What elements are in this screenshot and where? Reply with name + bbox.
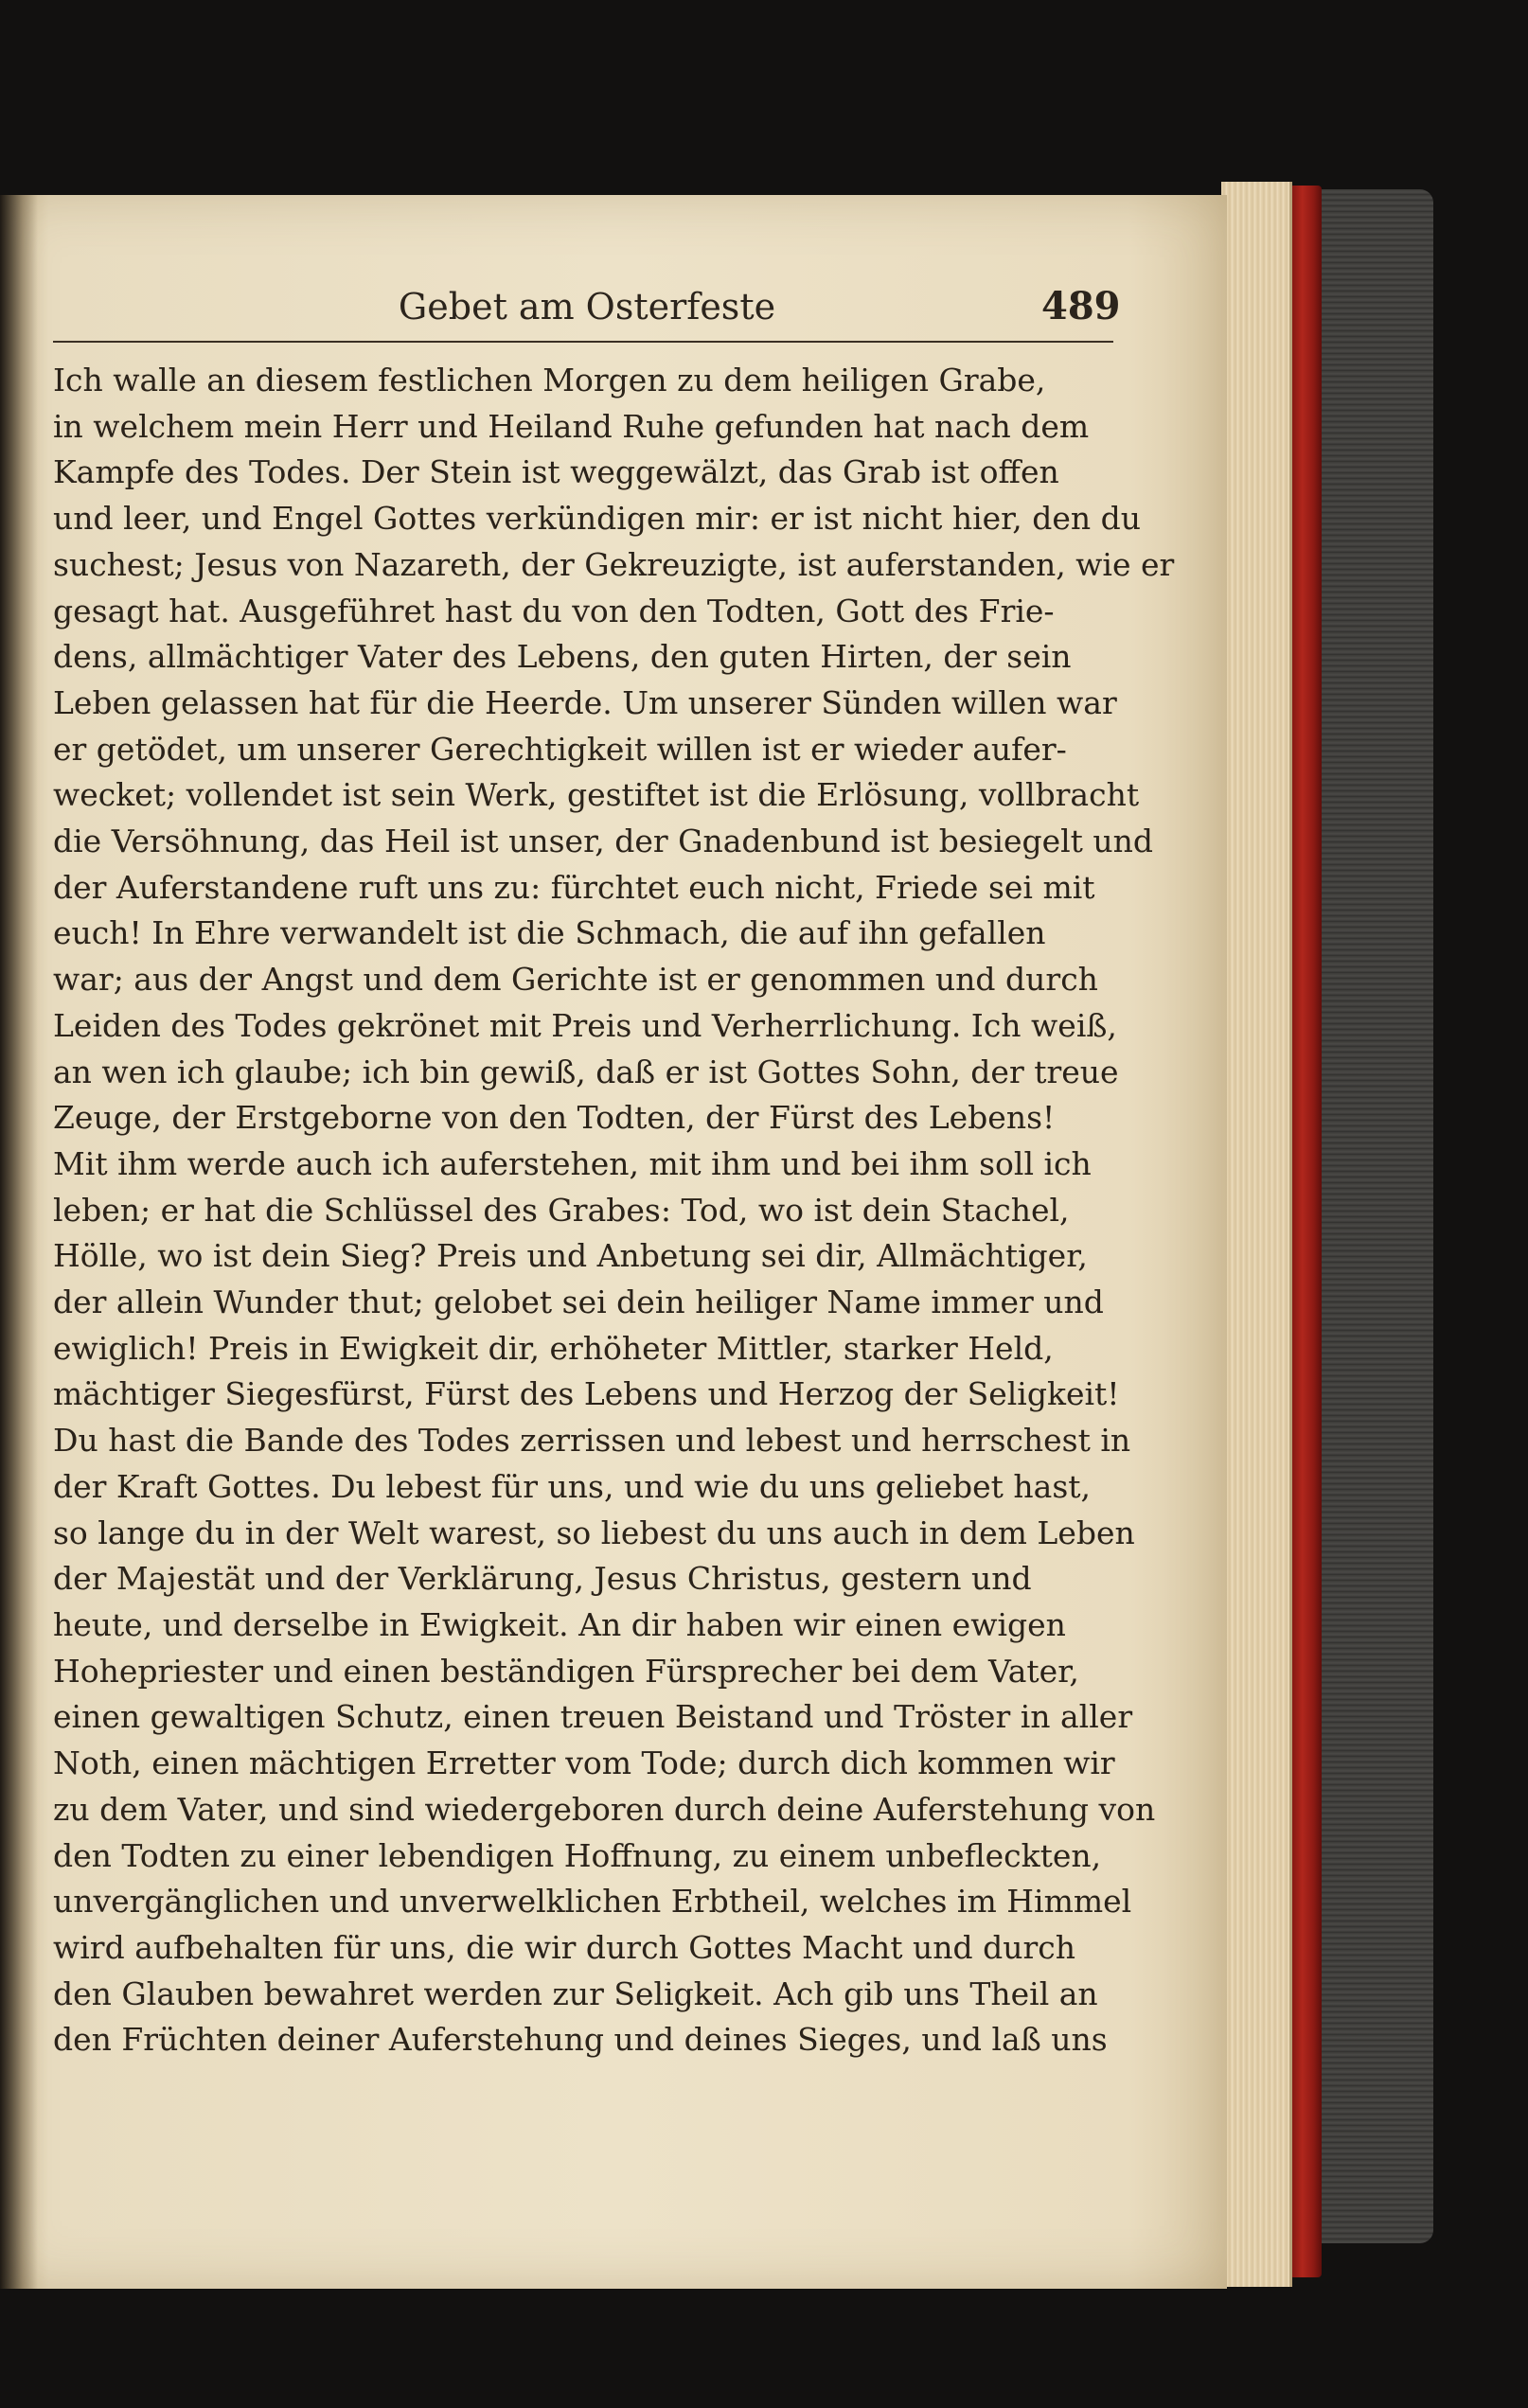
text-line: leben; er hat die Schlüssel des Grabes: Tod, wo ist dein Stachel, xyxy=(53,1191,1070,1229)
text-line: unvergänglichen und unverwelklichen Erbtheil, welches im Himmel xyxy=(53,1883,1132,1921)
text-line: der Kraft Gottes. Du lebest für uns, und wie du uns geliebet hast, xyxy=(53,1467,1092,1505)
text-line: Hohepriester und einen beständigen Fürsprecher bei dem Vater, xyxy=(53,1652,1079,1690)
text-line: der Auferstandene ruft uns zu: fürchtet euch nicht, Friede sei mit xyxy=(53,868,1095,906)
text-line: mächtiger Siegesfürst, Fürst des Lebens und Herzog der Seligkeit! xyxy=(53,1375,1120,1413)
text-line: gesagt hat. Ausgeführet hast du von den Todten, Gott des Frie- xyxy=(53,592,1055,629)
body-text xyxy=(53,358,1175,2063)
text-line: den Glauben bewahret werden zur Seligkeit. Ach gib uns Theil an xyxy=(53,1974,1098,2012)
text-line: Zeuge, der Erstgeborne von den Todten, der Fürst des Lebens! xyxy=(53,1099,1056,1137)
text-line: wecket; vollendet ist sein Werk, gestiftet ist die Erlösung, vollbracht xyxy=(53,776,1140,814)
text-line: Noth, einen mächtigen Erretter vom Tode; durch dich kommen wir xyxy=(53,1744,1115,1782)
text-line: suchest; Jesus von Nazareth, der Gekreuzigte, ist auferstanden, wie er xyxy=(53,545,1175,583)
text-line: einen gewaltigen Schutz, einen treuen Beistand und Tröster in aller xyxy=(53,1698,1133,1736)
text-line: der allein Wunder thut; gelobet sei dein heiliger Name immer und xyxy=(53,1284,1104,1321)
text-line: war; aus der Angst und dem Gerichte ist er genommen und durch xyxy=(53,961,1098,999)
text-line: zu dem Vater, und sind wiedergeboren durch deine Auferstehung von xyxy=(53,1790,1156,1828)
gutter-shadow xyxy=(0,195,38,2289)
text-line: der Majestät und der Verklärung, Jesus Christus, gestern und xyxy=(53,1560,1032,1598)
book-red-edge xyxy=(1289,186,1322,2277)
book-cover-edge xyxy=(1322,189,1433,2243)
header-rule xyxy=(53,341,1113,343)
text-line: in welchem mein Herr und Heiland Ruhe gefunden hat nach dem xyxy=(53,407,1090,445)
text-line: Du hast die Bande des Todes zerrissen und lebest und herrschest in xyxy=(53,1422,1131,1460)
text-line: dens, allmächtiger Vater des Lebens, den guten Hirten, der sein xyxy=(53,638,1072,676)
text-line: ewiglich! Preis in Ewigkeit dir, erhöheter Mittler, starker Held, xyxy=(53,1329,1054,1367)
text-line: Kampfe des Todes. Der Stein ist weggewälzt, das Grab ist offen xyxy=(53,453,1059,491)
text-line: und leer, und Engel Gottes verkündigen mir: er ist nicht hier, den du xyxy=(53,500,1142,538)
text-line: Hölle, wo ist dein Sieg? Preis und Anbetung sei dir, Allmächtiger, xyxy=(53,1237,1088,1275)
text-line: an wen ich glaube; ich bin gewiß, daß er ist Gottes Sohn, der treue xyxy=(53,1053,1119,1090)
text-line: heute, und derselbe in Ewigkeit. An dir haben wir einen ewigen xyxy=(53,1605,1066,1643)
text-line: Mit ihm werde auch ich auferstehen, mit ihm und bei ihm soll ich xyxy=(53,1144,1092,1182)
text-line: den Todten zu einer lebendigen Hoffnung, zu einem unbefleckten, xyxy=(53,1836,1102,1874)
text-line: so lange du in der Welt warest, so liebest du uns auch in dem Leben xyxy=(53,1514,1135,1551)
text-line: Leiden des Todes gekrönet mit Preis und Verherrlichung. Ich weiß, xyxy=(53,1006,1117,1044)
page-stack xyxy=(1221,182,1292,2287)
text-line: Leben gelassen hat für die Heerde. Um unserer Sünden willen war xyxy=(53,683,1117,721)
text-line: euch! In Ehre verwandelt ist die Schmach, die auf ihn gefallen xyxy=(53,914,1046,952)
text-line: Ich walle an diesem festlichen Morgen zu dem heiligen Grabe, xyxy=(53,362,1046,398)
running-head: Gebet am Osterfeste xyxy=(398,286,776,328)
text-line: er getödet, um unserer Gerechtigkeit willen ist er wieder aufer- xyxy=(53,730,1067,768)
page-number: 489 xyxy=(1041,284,1121,328)
text-line: den Früchten deiner Auferstehung und deines Sieges, und laß uns xyxy=(53,2021,1108,2059)
text-line: die Versöhnung, das Heil ist unser, der Gnadenbund ist besiegelt und xyxy=(53,823,1154,860)
text-line: wird aufbehalten für uns, die wir durch Gottes Macht und durch xyxy=(53,1928,1075,1966)
